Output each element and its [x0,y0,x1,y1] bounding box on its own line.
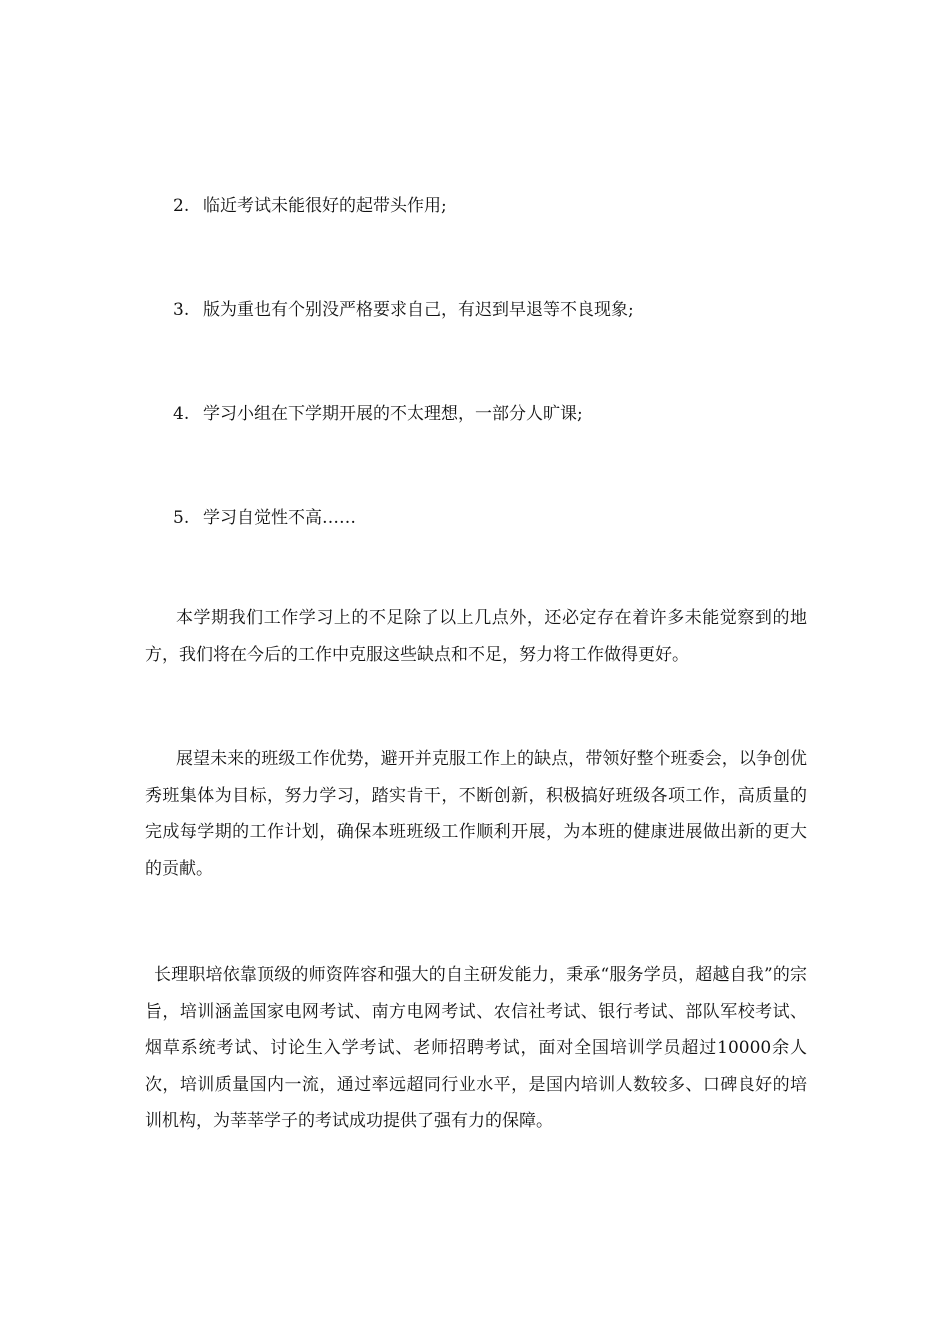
list-item [173,298,634,322]
list-number: 2. [173,196,190,216]
list-item [173,194,447,218]
shortcomings-paragraph: 本学期我们工作学习上的不足除了以上几点外，还必定存在着许多未能觉察到的地方，我们将在今后的工作中克服这些缺点和不足，努力将工作做得更好。 [145,608,807,665]
list-item [173,402,583,426]
list-text: 临近考试未能很好的起带头作用; [203,196,447,216]
list-number: 4. [173,404,190,424]
promo-paragraph: 长理职培依靠顶级的师资阵容和强大的自主研发能力，秉承“服务学员，超越自我”的宗旨，培训涵盖国家电网考试、南方电网考试、农信社考试、银行考试、部队军校考试、烟草系统考试、讨论生入学考试、老师招聘考试，面对全国培训学员超过10000余人次，培训质量国内一流，通过率远超同行业水平，是国内培训人数较多、口碑良好的培训机构，为莘莘学子的考试成功提供了强有力的保障。 [145,965,807,1131]
list-item [173,506,356,530]
outlook-paragraph: 展望未来的班级工作优势，避开并克服工作上的缺点，带领好整个班委会，以争创优秀班集体为目标，努力学习，踏实肯干，不断创新，积极搞好班级各项工作，高质量的完成每学期的工作计划，确保本班班级工作顺利开展，为本班的健康进展做出新的更大的贡献。 [145,749,807,879]
list-number: 5. [173,508,190,528]
list-text: 学习自觉性不高…… [203,508,356,528]
list-text: 学习小组在下学期开展的不太理想，一部分人旷课; [203,404,583,424]
list-text: 版为重也有个别没严格要求自己，有迟到早退等不良现象; [203,300,634,320]
list-number: 3. [173,300,190,320]
